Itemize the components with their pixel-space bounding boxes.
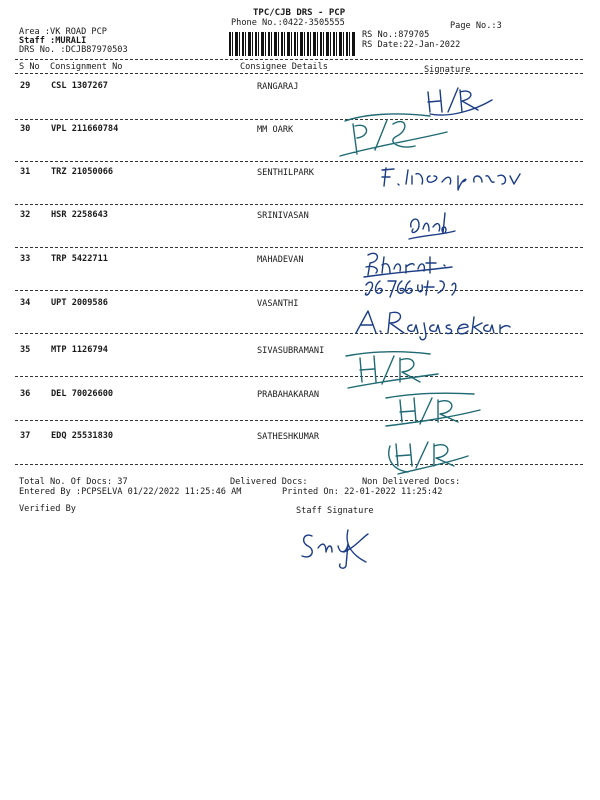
row-consignee: SIVASUBRAMANI bbox=[257, 346, 325, 356]
signature-hr-35 bbox=[338, 338, 448, 393]
signature-32 bbox=[405, 205, 460, 245]
rs-number: RS No.:879705 bbox=[362, 30, 430, 40]
row-consignee: RANGARAJ bbox=[257, 82, 299, 92]
column-header-sno: S No bbox=[19, 62, 40, 72]
printed-on: Printed On: 22-01-2022 11:25:42 bbox=[282, 487, 443, 497]
row-consignee: MAHADEVAN bbox=[257, 255, 304, 265]
area-label: Area :VK ROAD PCP bbox=[19, 27, 107, 37]
total-docs: Total No. Of Docs: 37 bbox=[19, 477, 128, 487]
row-consignee: SATHESHKUMAR bbox=[257, 432, 320, 442]
row-consignee: SENTHILPARK bbox=[257, 168, 314, 178]
row-sno: 34 bbox=[20, 298, 31, 308]
divider bbox=[15, 161, 583, 162]
row-sno: 33 bbox=[20, 254, 31, 264]
row-sno: 32 bbox=[20, 210, 31, 220]
row-sno: 31 bbox=[20, 167, 31, 177]
row-consignment: TRP 5422711 bbox=[51, 254, 108, 264]
signature-31 bbox=[378, 164, 528, 194]
row-consignee: VASANTHI bbox=[257, 299, 299, 309]
delivered-docs: Delivered Docs: bbox=[230, 477, 308, 487]
verified-by: Verified By bbox=[19, 504, 76, 514]
row-consignment: HSR 2258643 bbox=[51, 210, 108, 220]
divider bbox=[15, 204, 583, 205]
column-header-consignee: Consignee Details bbox=[240, 62, 328, 72]
non-delivered-docs: Non Delivered Docs: bbox=[362, 477, 461, 487]
sheet-title: TPC/CJB DRS - PCP bbox=[253, 8, 346, 18]
row-consignee: MM OARK bbox=[257, 125, 294, 135]
signature-ps bbox=[335, 106, 455, 161]
staff-signature bbox=[296, 522, 376, 570]
divider bbox=[15, 464, 583, 465]
phone-number: Phone No.:0422-3505555 bbox=[231, 18, 345, 28]
staff-label: Staff :MURALI bbox=[19, 36, 87, 46]
row-consignee: SRINIVASAN bbox=[257, 211, 309, 221]
row-sno: 37 bbox=[20, 431, 31, 441]
row-consignment: EDQ 25531830 bbox=[51, 431, 114, 441]
divider bbox=[15, 59, 583, 60]
row-consignment: TRZ 21050066 bbox=[51, 167, 114, 177]
signature-hr-36 bbox=[378, 388, 488, 430]
divider bbox=[15, 73, 583, 74]
barcode bbox=[229, 32, 355, 56]
divider bbox=[15, 290, 583, 291]
column-header-signature: Signature bbox=[424, 65, 471, 75]
page-number: Page No.:3 bbox=[450, 21, 502, 31]
row-consignee: PRABAHAKARAN bbox=[257, 390, 320, 400]
divider bbox=[15, 247, 583, 248]
row-sno: 29 bbox=[20, 81, 31, 91]
signature-hr-37 bbox=[378, 430, 478, 478]
row-consignment: MTP 1126794 bbox=[51, 345, 108, 355]
row-consignment: UPT 2009586 bbox=[51, 298, 108, 308]
signature-33 bbox=[360, 247, 470, 302]
row-sno: 36 bbox=[20, 389, 31, 399]
row-sno: 35 bbox=[20, 345, 31, 355]
row-consignment: CSL 1307267 bbox=[51, 81, 108, 91]
rs-date: RS Date:22-Jan-2022 bbox=[362, 40, 461, 50]
signature-34 bbox=[350, 305, 520, 340]
column-header-consignment: Consignment No bbox=[50, 62, 123, 72]
divider bbox=[15, 376, 583, 377]
entered-by: Entered By :PCPSELVA 01/22/2022 11:25:46 AM bbox=[19, 487, 242, 497]
row-consignment: VPL 211660784 bbox=[51, 124, 119, 134]
row-sno: 30 bbox=[20, 124, 31, 134]
divider bbox=[15, 420, 583, 421]
drs-number: DRS No. :DCJB87970503 bbox=[19, 45, 128, 55]
staff-signature-label: Staff Signature bbox=[296, 506, 374, 516]
row-consignment: DEL 70026600 bbox=[51, 389, 114, 399]
